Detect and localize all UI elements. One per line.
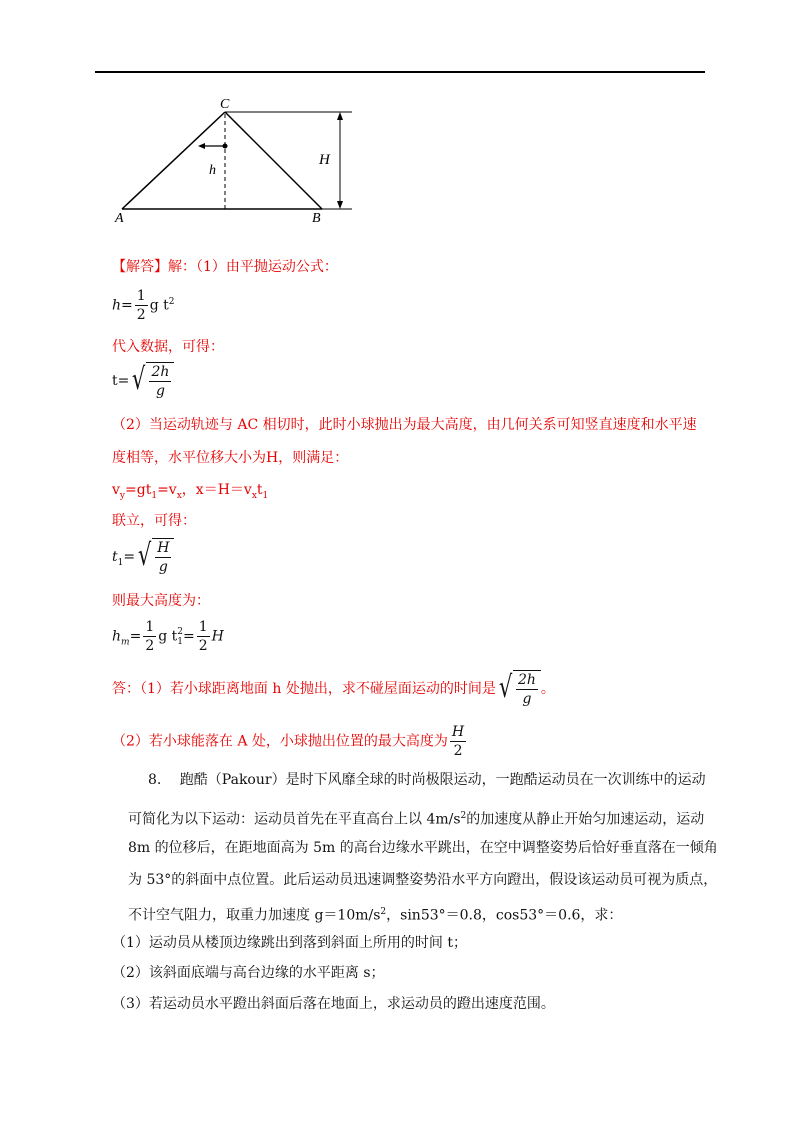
- answer2-fraction: [450, 723, 466, 760]
- q8-sub3: （3）若运动员水平蹬出斜面后落在地面上，求运动员的蹬出速度范围。: [112, 996, 555, 1012]
- answer1-num: 2h: [517, 672, 536, 688]
- answer2-text: （2）若小球能落在 A 处，小球抛出位置的最大高度为: [112, 733, 448, 750]
- eq4-sqrt: √ $\frac{H}{g}$: [135, 538, 174, 576]
- velocity-arrowhead: [198, 143, 205, 149]
- q8-line2-a: 可简化为以下运动：运动员首先在平直高台上以 4m/s: [128, 811, 461, 828]
- label-a: A: [115, 211, 124, 226]
- equation-1: [112, 287, 174, 324]
- eq5-num1: 1: [145, 619, 155, 635]
- q8-line2-b: 的加速度从静止开始匀加速运动，运动: [466, 811, 705, 828]
- q8-line1: 8. 跑酷（Pakour）是时下风靡全球的时尚极限运动，一跑酷运动员在一次训练中的运动: [148, 772, 706, 788]
- eq1-fraction: [135, 287, 148, 324]
- q8-line5-sup: 2: [380, 907, 387, 917]
- roof-ac: [122, 112, 225, 209]
- eq4-lhs: t: [112, 549, 118, 565]
- eq3-a: v: [112, 482, 120, 498]
- eq4-lhs-sub: 1: [117, 557, 124, 568]
- eq3-e-sub: 1: [262, 490, 269, 501]
- eq5-den1: 2: [145, 638, 155, 654]
- max-height-text: 则最大高度为：: [112, 593, 210, 609]
- label-h: h: [209, 163, 216, 178]
- eq5-rhs: H: [211, 628, 224, 645]
- header-rule: [95, 71, 705, 73]
- eq1-exp: 2: [168, 296, 175, 307]
- q8-line5-b: ，sin53°＝0.8，cos53°＝0.6，求：: [386, 907, 623, 924]
- part2-line-b: 度相等，水平位移大小为H，则满足：: [112, 450, 349, 466]
- eq1-num: 1: [136, 288, 146, 304]
- eq3-b: =gt: [125, 482, 152, 498]
- equation-4: [112, 538, 174, 576]
- eq5-num2: 1: [198, 619, 208, 635]
- eq3-d-sub: x: [251, 490, 257, 501]
- combine-text: 联立，可得：: [112, 513, 196, 529]
- eq5-eq: =: [129, 628, 142, 645]
- ball: [223, 144, 228, 149]
- answer1-post: 。: [540, 681, 555, 697]
- answer-2: [112, 723, 468, 760]
- eq5-mid-sup: 2: [177, 626, 184, 637]
- height-arrow-top: [337, 112, 343, 120]
- label-b: B: [312, 211, 321, 226]
- substitute-text: 代入数据，可得：: [112, 339, 224, 355]
- solution-tag: 【解答】: [112, 259, 168, 275]
- eq2-sqrt: √ $\frac{2h}{g}$: [129, 362, 174, 400]
- geometry-figure: [112, 92, 362, 227]
- eq5-eq2: =: [183, 628, 195, 645]
- eq3-b-sub: 1: [151, 490, 158, 501]
- q8-line3: 8m 的位移后，在距地面高为 5m 的高台边缘水平跳出，在空中调整姿势后恰好垂直落在一倾角: [128, 840, 718, 856]
- q8-line2: [128, 807, 704, 829]
- eq2-lhs: t=: [112, 373, 130, 389]
- q8-line4: 为 53°的斜面中点位置。此后运动员迅速调整姿势沿水平方向蹬出，假设该运动员可视为质点，: [128, 872, 718, 888]
- q8-line5: [128, 903, 622, 925]
- eq3-c: =v: [157, 482, 177, 498]
- eq2-num: 2h: [151, 364, 170, 380]
- q8-sub1: （1）运动员从楼顶边缘跳出到落到斜面上所用的时间 t；: [112, 935, 467, 951]
- q8-sub2: （2）该斜面底端与高台边缘的水平距离 s；: [112, 965, 385, 981]
- answer1-den: g: [522, 691, 532, 707]
- equation-2: [112, 362, 174, 400]
- eq3-a-sub: y: [119, 490, 126, 501]
- eq3-d: ，x＝H＝v: [181, 482, 252, 498]
- answer1-text: 答：（1）若小球距离地面 h 处抛出，求不碰屋面运动的时间是: [112, 681, 496, 697]
- eq1-den: 2: [136, 307, 146, 323]
- label-h-cap: H: [319, 152, 330, 168]
- q8-line2-sup: 2: [460, 811, 467, 821]
- answer1-sqrt: √ $\frac{2h}{g}$: [496, 670, 541, 708]
- eq5-fraction-2: [197, 618, 210, 655]
- eq1-rest: g t: [149, 297, 169, 314]
- eq5-lhs-sub: m: [121, 637, 130, 648]
- eq4-eq: =: [123, 549, 136, 565]
- eq5-fraction-1: [143, 618, 156, 655]
- solution-intro-text: 解：（1）由平抛运动公式：: [168, 259, 338, 275]
- roof-cb: [225, 112, 322, 209]
- eq1-lhs: h: [112, 297, 122, 314]
- answer2-num: H: [451, 724, 465, 740]
- eq3-e: t: [256, 482, 263, 498]
- solution-intro: [112, 258, 338, 276]
- height-arrow-bottom: [337, 201, 343, 209]
- eq1-eq: =: [121, 297, 133, 314]
- eq4-num: H: [157, 540, 170, 556]
- eq5-lhs: h: [112, 628, 122, 645]
- equation-5: [112, 618, 224, 655]
- label-c: C: [220, 97, 230, 112]
- answer2-den: 2: [453, 743, 463, 759]
- q8-line5-a: 不计空气阻力，取重力加速度 g＝10m/s: [128, 907, 381, 924]
- eq4-den: g: [158, 559, 168, 575]
- eq5-den2: 2: [198, 638, 208, 654]
- eq2-den: g: [155, 383, 165, 399]
- eq5-mid-sub: 1: [177, 636, 184, 647]
- eq5-mid: g t: [158, 628, 178, 645]
- equation-3: [112, 481, 268, 505]
- eq3-c-sub: x: [176, 490, 182, 501]
- part2-line-a: （2）当运动轨迹与 AC 相切时，此时小球抛出为最大高度，由几何关系可知竖直速度和水平速: [112, 417, 697, 433]
- answer-1: [112, 670, 555, 708]
